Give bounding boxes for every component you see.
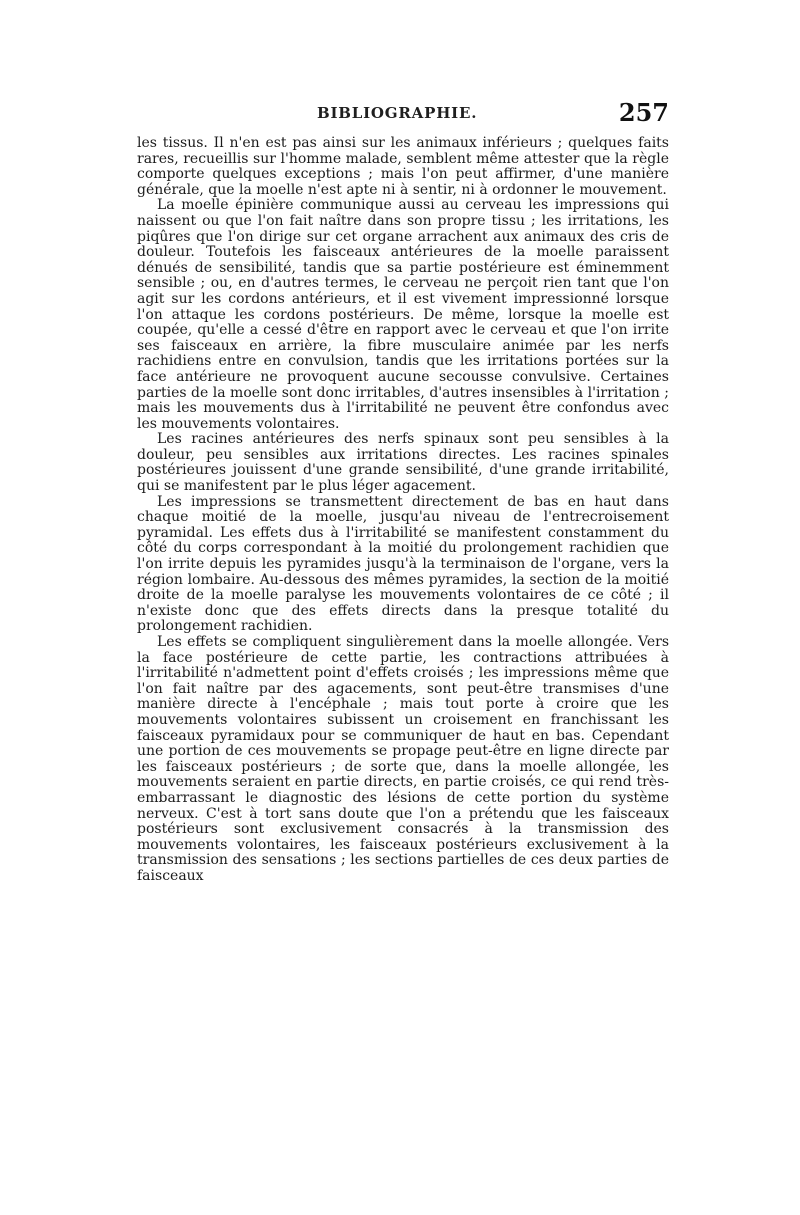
paragraph-5: Les effets se compliquent singulièrement dans la moelle allongée. Vers la face postérieure de cette partie, les contractions attribuées à l'irritabilité n'admettent point d'effets croisés ; les impressions même que l'on fait naître par des agacements, sont peut-être transmises d'une manière directe à l'encéphale ; mais tout porte à croire que les mouvements volontaires subissent un croisement en franchissant les faisceaux pyramidaux pour se communiquer de haut en bas. Cependant une portion de ces mouvements se propage peut-être en ligne directe par les faisceaux postérieurs ; de sorte que, dans la moelle allongée, les mouvements seraient en partie directs, en partie croisés, ce qui rend très-embarrassant le diagnostic des lésions de cette portion du système nerveux. C'est à tort sans doute que l'on a prétendu que les faisceaux postérieurs sont exclusivement consacrés à la transmission des mouvements volontaires, les faisceaux postérieurs exclusivement à la transmission des sensations ; les sections partielles de ces deux parties de faisceaux bbox=[137, 634, 669, 884]
page-header bbox=[137, 100, 669, 130]
paragraph-4: Les impressions se transmettent directement de bas en haut dans chaque moitié de la moelle, jusqu'au niveau de l'entrecroisement pyramidal. Les effets dus à l'irritabilité se manifestent constamment du côté du corps correspondant à la moitié du prolongement rachidien que l'on irrite depuis les pyramides jusqu'à la terminaison de l'organe, vers la région lombaire. Au-dessous des mêmes pyramides, la section de la moitié droite de la moelle paralyse les mouvements volontaires de ce côté ; il n'existe donc que des effets directs dans la presque totalité du prolongement rachidien. bbox=[137, 493, 669, 635]
paragraph-2: La moelle épinière communique aussi au cerveau les impressions qui naissent ou que l'on fait naître dans son propre tissu ; les irritations, les piqûres que l'on dirige sur cet organe arrachent aux animaux des cris de douleur. Toutefois les faisceaux antérieures de la moelle paraissent dénués de sensibilité, tandis que sa partie postérieure est éminemment sensible ; ou, en d'autres termes, le cerveau ne perçoit rien tant que l'on agit sur les cordons antérieurs, et il est vivement impressionné lorsque l'on attaque les cordons postérieurs. De même, lorsque la moelle est coupée, qu'elle a cessé d'être en rapport avec le cerveau et que l'on irrite ses faisceaux en arrière, la fibre musculaire animée par les nerfs rachidiens entre en convulsion, tandis que les irritations portées sur la face antérieure ne provoquent aucune secousse convulsive. Certaines parties de la moelle sont donc irritables, d'autres insensibles à l'irritation ; mais les mouvements dus à l'irritabilité ne peuvent être confondus avec les mouvements volontaires. bbox=[137, 197, 669, 432]
paragraph-1: les tissus. Il n'en est pas ainsi sur les animaux inférieurs ; quelques faits rares, recueillis sur l'homme malade, semblent même attester que la règle comporte quelques exceptions ; mais l'on peut affirmer, d'une manière générale, que la moelle n'est apte ni à sentir, ni à ordonner le mouvement. bbox=[137, 135, 669, 198]
paragraph-3: Les racines antérieures des nerfs spinaux sont peu sensibles à la douleur, peu sensibles aux irritations directes. Les racines spinales postérieures jouissent d'une grande sensibilité, d'une grande irritabilité, qui se manifestent par le plus léger agacement. bbox=[137, 431, 669, 495]
running-title: BIBLIOGRAPHIE. bbox=[317, 104, 478, 122]
page-number: 257 bbox=[618, 98, 669, 127]
body-text bbox=[137, 136, 669, 885]
book-page bbox=[137, 100, 669, 885]
